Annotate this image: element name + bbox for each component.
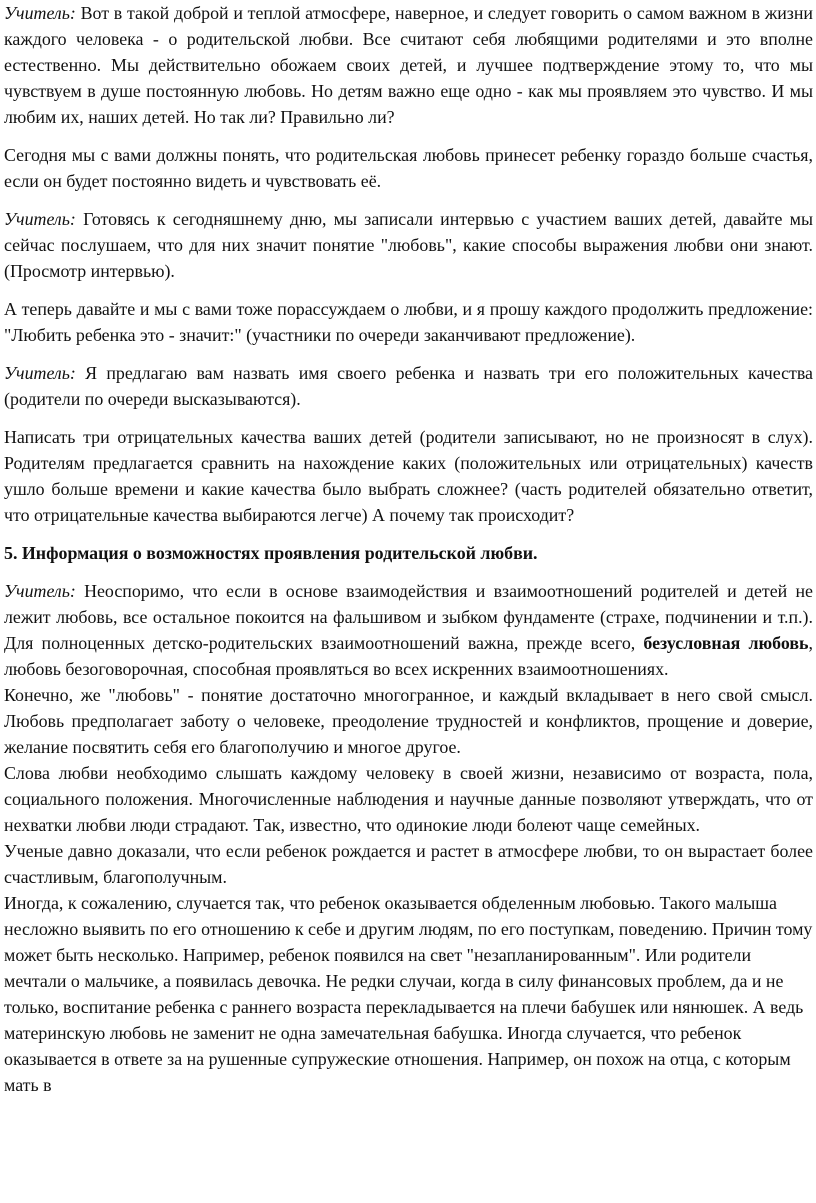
- paragraph-scientists: Ученые давно доказали, что если ребенок рождается и растет в атмосфере любви, то он вырастает более счастливым, благополучным.: [4, 841, 813, 887]
- paragraph-love-meaning: Конечно, же "любовь" - понятие достаточно многогранное, и каждый вкладывает в него свой смысл. Любовь предполагает заботу о человеке, преодоление трудностей и конфликтов, прощение и доверие, желание посвятить себя его благополучию и многое другое.: [4, 685, 813, 757]
- paragraph-goal: Сегодня мы с вами должны понять, что родительская любовь принесет ребенку гораздо больше счастья, если он будет постоянно видеть и чувствовать её.: [4, 145, 813, 191]
- paragraph-unconditional-love: [4, 578, 813, 682]
- speaker-label: Учитель:: [4, 363, 76, 383]
- paragraph-text: Я предлагаю вам назвать имя своего ребенка и назвать три его положительных качества (родители по очереди высказываются).: [4, 363, 813, 409]
- emphasis-text: безусловная любовь: [643, 633, 809, 653]
- speaker-label: Учитель:: [4, 581, 76, 601]
- speaker-label: Учитель:: [4, 3, 76, 23]
- paragraph-intro: [4, 0, 813, 130]
- paragraph-words-of-love: Слова любви необходимо слышать каждому человеку в своей жизни, независимо от возраста, пола, социального положения. Многочисленные наблюдения и научные данные позволяют утверждать, что от нехватки любви люди страдают. Так, известно, что одинокие люди болеют чаще семейных.: [4, 763, 813, 835]
- paragraph-positive-qualities: [4, 360, 813, 412]
- speaker-label: Учитель:: [4, 209, 76, 229]
- paragraph-discussion: А теперь давайте и мы с вами тоже порассуждаем о любви, и я прошу каждого продолжить предложение: "Любить ребенка это - значит:" (участники по очереди заканчивают предложение).: [4, 299, 813, 345]
- paragraph-text: Неоспоримо, что если в основе взаимодействия и взаимоотношений родителей и детей не лежит любовь, все остальное покоится на фальшивом и зыбком фундаменте (страхе, подчинении и т.п.). Для полноценных детско-родительских взаимоотношений важна, прежде всего,: [4, 581, 813, 653]
- section-heading: 5. Информация о возможностях проявления родительской любви.: [4, 543, 538, 563]
- paragraph-text: Вот в такой доброй и теплой атмосфере, наверное, и следует говорить о самом важном в жизни каждого человека - о родительской любви. Все считают себя любящими родителями и это вполне естественно. Мы действительно обожаем своих детей, и лучшее подтверждение этому то, что мы чувствуем в душе постоянную любовь. Но детям важно еще одно - как мы проявляем это чувство. И мы любим их, наших детей. Но так ли? Правильно ли?: [4, 3, 813, 127]
- paragraph-text: Готовясь к сегодняшнему дню, мы записали интервью с участием ваших детей, давайте мы сейчас послушаем, что для них значит понятие "любовь", какие способы выражения любви они знают. (Просмотр интервью).: [4, 209, 813, 281]
- paragraph-deprived-child: Иногда, к сожалению, случается так, что ребенок оказывается обделенным любовью. Такого малыша несложно выявить по его отношению к себе и другим людям, по его поступкам, поведению. Причин тому может быть несколько. Например, ребенок появился на свет "незапланированным". Или родители мечтали о мальчике, а появилась девочка. Не редки случаи, когда в силу финансовых проблем, да и не только, воспитание ребенка с раннего возраста перекладывается на плечи бабушек или нянюшек. А ведь материнскую любовь не заменит не одна замечательная бабушка. Иногда случается, что ребенок оказывается в ответе за на рушенные супружеские отношения. Например, он похож на отца, с которым мать в: [4, 893, 813, 1095]
- paragraph-negative-qualities: Написать три отрицательных качества ваших детей (родители записывают, но не произносят в слух). Родителям предлагается сравнить на нахождение каких (положительных или отрицательных) качеств ушло больше времени и какие качества было выбрать сложнее? (часть родителей обязательно ответит, что отрицательные качества выбираются легче) А почему так происходит?: [4, 427, 813, 525]
- paragraph-interview: [4, 206, 813, 284]
- paragraph-text: , любовь безоговорочная, способная проявляться во всех искренних взаимоотношениях.: [4, 633, 813, 679]
